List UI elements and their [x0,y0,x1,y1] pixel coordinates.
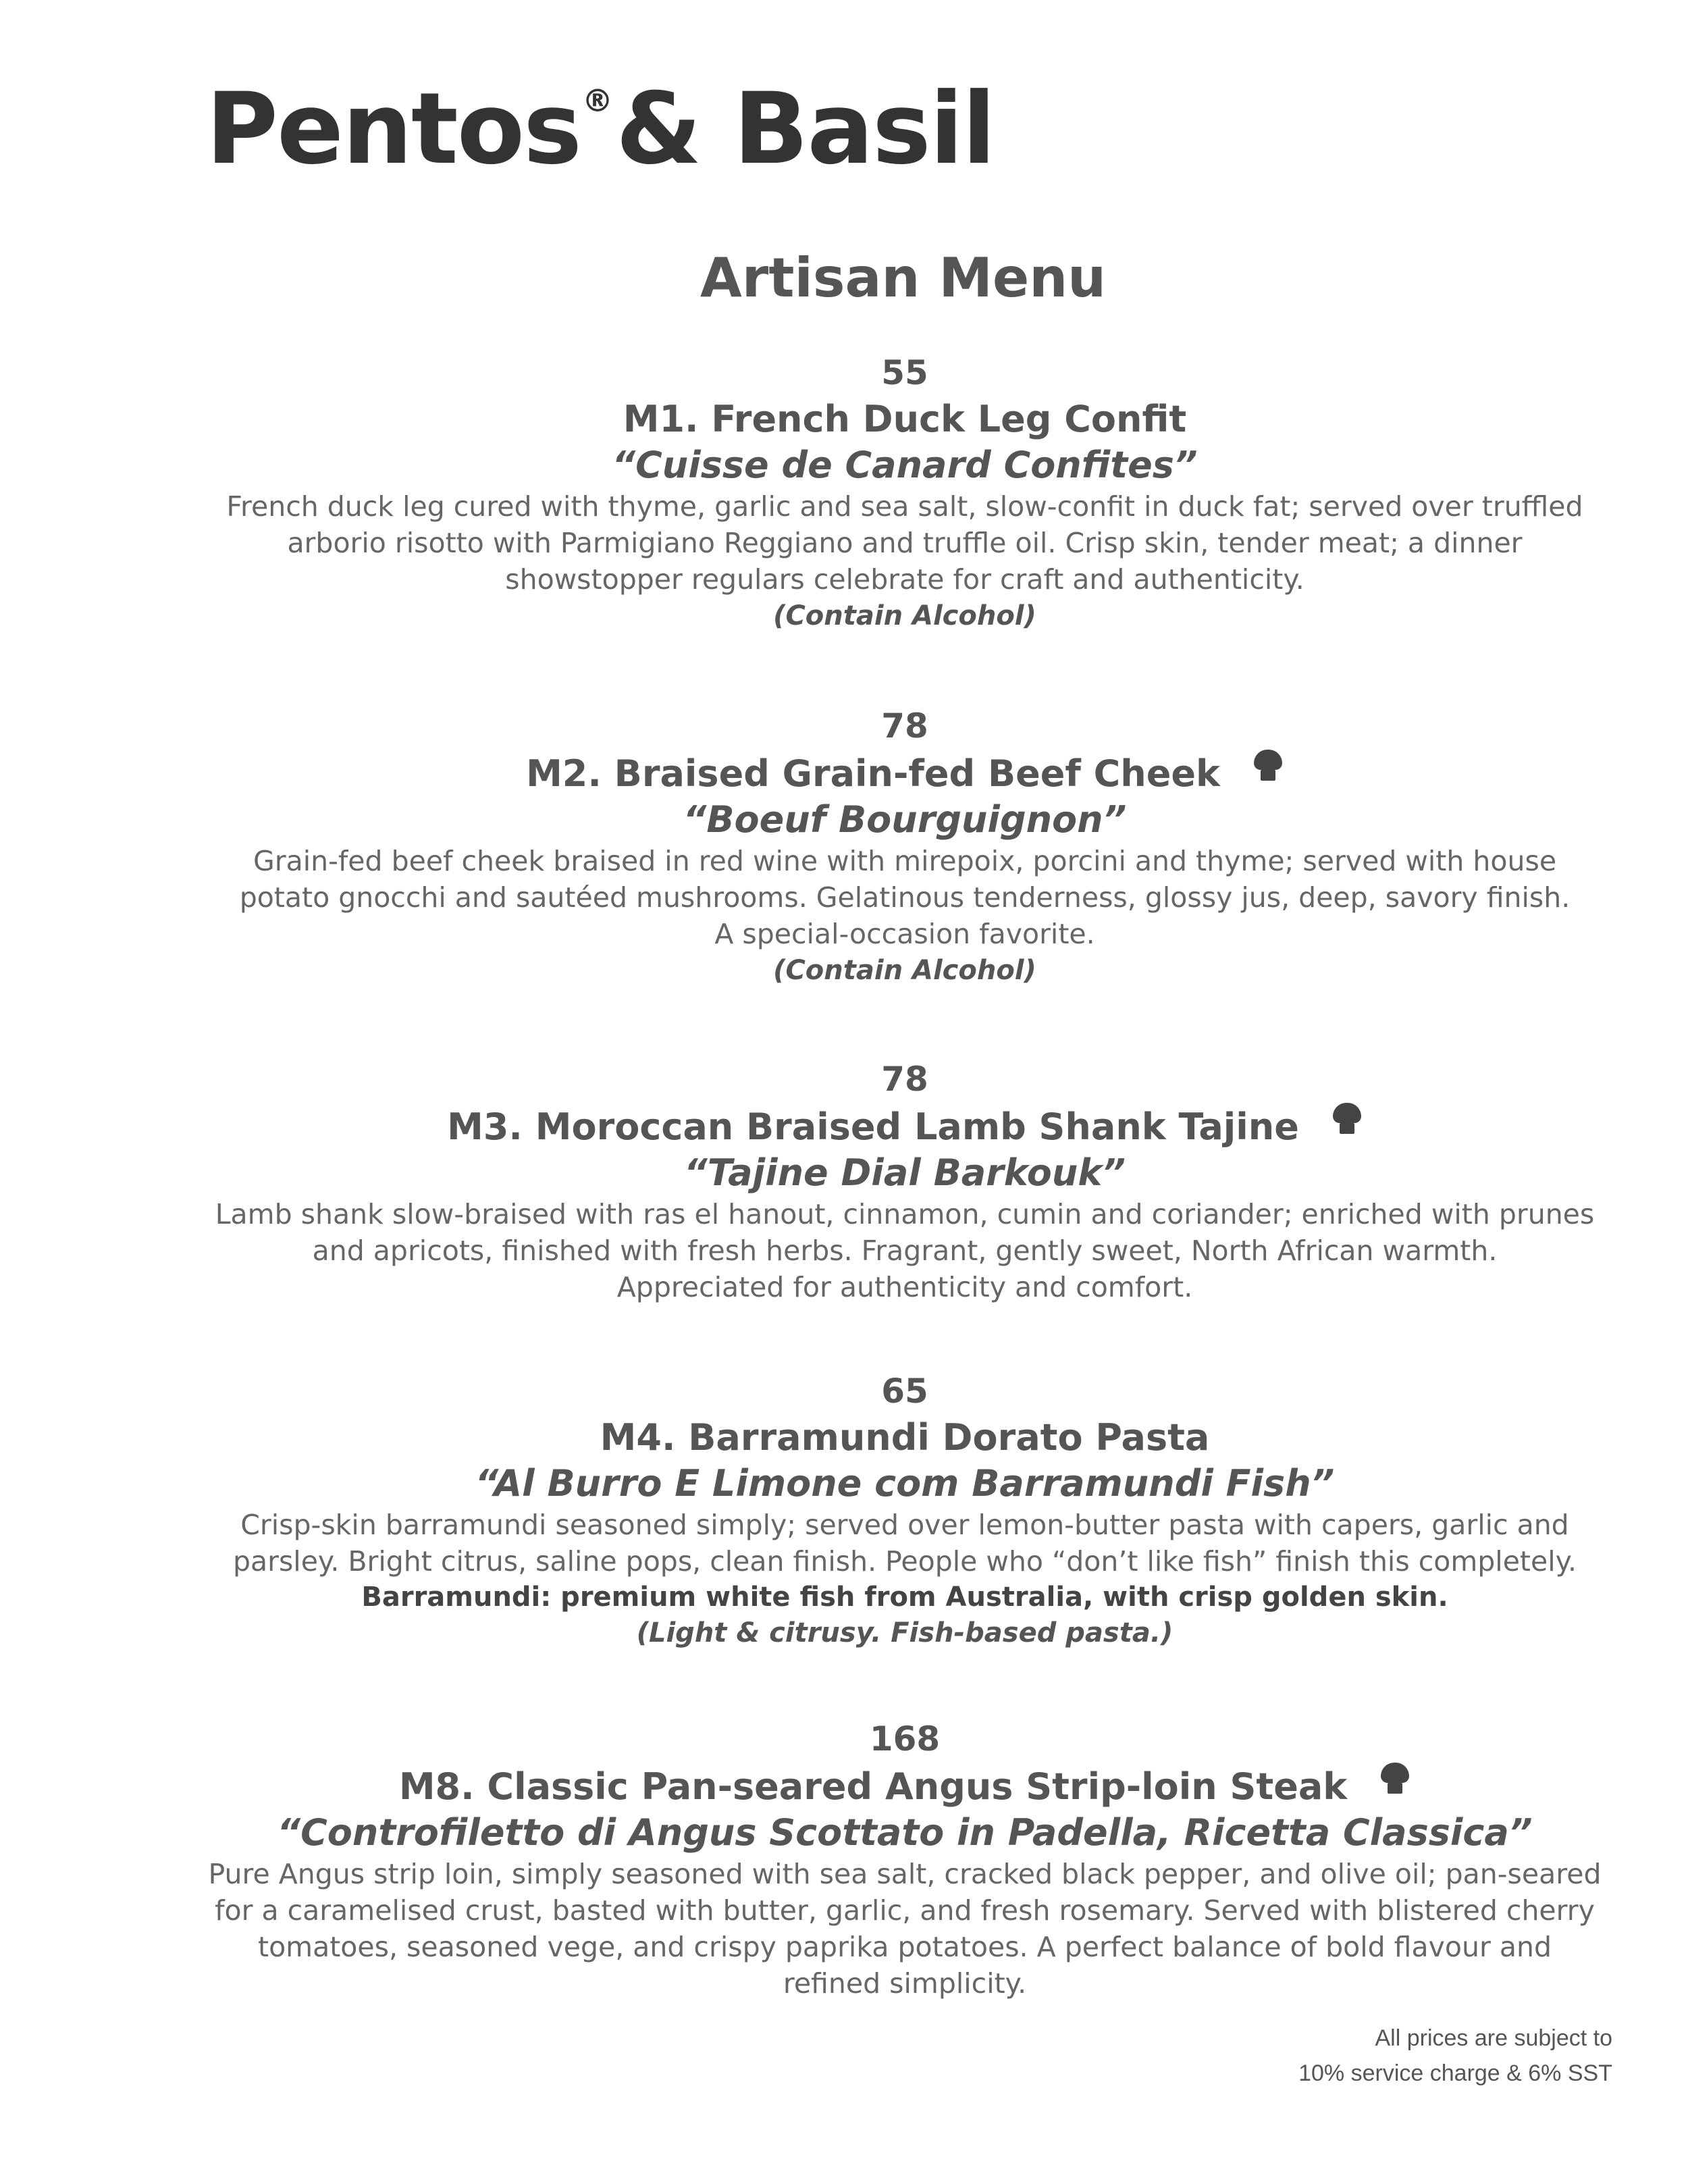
dish-price: 65 [881,1372,928,1411]
description-line: arborio risotto with Parmigiano Reggiano and truffle oil. Crisp skin, tender meat; a dinner [287,527,1523,559]
dish-name [101,1103,1688,1150]
brand-name-part1: Pentos [206,72,581,186]
chef-hat-icon [1379,1763,1410,1796]
description-line: and apricots, finished with fresh herbs. Fragrant, gently sweet, North African warmth. [312,1234,1498,1267]
dish-price: 78 [881,706,928,746]
dish-description [101,1856,1688,2002]
brand-name-part2: & Basil [615,72,995,186]
description-line: Pure Angus strip loin, simply seasoned with sea salt, cracked black pepper, and olive oil; pan-seared [208,1858,1602,1890]
dish-subtitle: “Al Burro E Limone com Barramundi Fish” [475,1462,1335,1505]
dish-description [101,843,1688,952]
description-line: parsley. Bright citrus, saline pops, clean finish. People who “don’t like fish” finish this completely. [232,1545,1577,1578]
dish-name-text: M2. Braised Grain-fed Beef Cheek [526,752,1220,795]
description-line: Grain-fed beef cheek braised in red wine with mirepoix, porcini and thyme; served with house [253,845,1557,877]
description-line: Crisp-skin barramundi seasoned simply; served over lemon-butter pasta with capers, garlic and [240,1509,1569,1541]
dish-name-text: M8. Classic Pan-seared Angus Strip-loin Steak [398,1765,1348,1808]
menu-item-m3 [101,1056,1688,1305]
description-line: showstopper regulars celebrate for craft and authenticity. [505,563,1304,596]
description-line: Lamb shank slow-braised with ras el hanout, cinnamon, cumin and coriander; enriched with prunes [215,1198,1595,1230]
dish-name [101,396,1688,442]
dish-name [101,1415,1688,1461]
dish-name-text: M1. French Duck Leg Confit [623,398,1187,440]
registered-mark: ® [581,82,612,119]
dish-note: (Contain Alcohol) [773,955,1036,986]
dish-description [101,1507,1688,1580]
dish-name-text: M3. Moroccan Braised Lamb Shank Tajine [447,1106,1299,1148]
brand-logo [206,72,995,186]
dish-name [101,1763,1688,1810]
dish-subtitle: “Tajine Dial Barkouk” [683,1151,1126,1194]
dish-price: 168 [869,1719,941,1759]
menu-item-m8 [101,1715,1688,2002]
chef-hat-icon [1331,1103,1363,1137]
dish-subtitle: “Boeuf Bourguignon” [683,798,1127,841]
dish-subtitle: “Controfiletto di Angus Scottato in Padella, Ricetta Classica” [277,1811,1533,1854]
menu-item-m4 [101,1368,1688,1651]
chef-hat-icon [1252,750,1284,783]
dish-note: (Light & citrusy. Fish-based pasta.) [636,1617,1173,1648]
dish-name-text: M4. Barramundi Dorato Pasta [600,1416,1210,1459]
menu-item-m2 [101,702,1688,989]
description-line: refined simplicity. [783,1967,1027,2000]
description-line: potato gnocchi and sautéed mushrooms. Gelatinous tenderness, glossy jus, deep, savory finish. [239,881,1571,914]
dish-price: 78 [881,1060,928,1099]
menu-item-m1 [101,349,1688,634]
dish-name [101,750,1688,797]
footnote-line: All prices are subject to [1375,2025,1612,2051]
description-line: for a caramelised crust, basted with butter, garlic, and fresh rosemary. Served with blistered cherry [215,1894,1595,1927]
description-line: Appreciated for authenticity and comfort. [616,1271,1193,1303]
dish-description [101,1196,1688,1305]
description-line: tomatoes, seasoned vege, and crispy paprika potatoes. A perfect balance of bold flavour and [258,1931,1552,1963]
dish-note: (Contain Alcohol) [773,600,1036,631]
dish-highlight: Barramundi: premium white fish from Australia, with crisp golden skin. [361,1582,1448,1613]
pricing-footnote [1298,2021,1612,2091]
description-line: French duck leg cured with thyme, garlic and sea salt, slow-confit in duck fat; served over truffled [226,490,1583,523]
footnote-line: 10% service charge & 6% SST [1298,2060,1612,2086]
dish-description [101,488,1688,598]
menu-title: Artisan Menu [700,246,1107,309]
dish-subtitle: “Cuisse de Canard Confites” [612,444,1198,486]
dish-price: 55 [881,353,928,392]
description-line: A special-occasion favorite. [714,918,1095,950]
